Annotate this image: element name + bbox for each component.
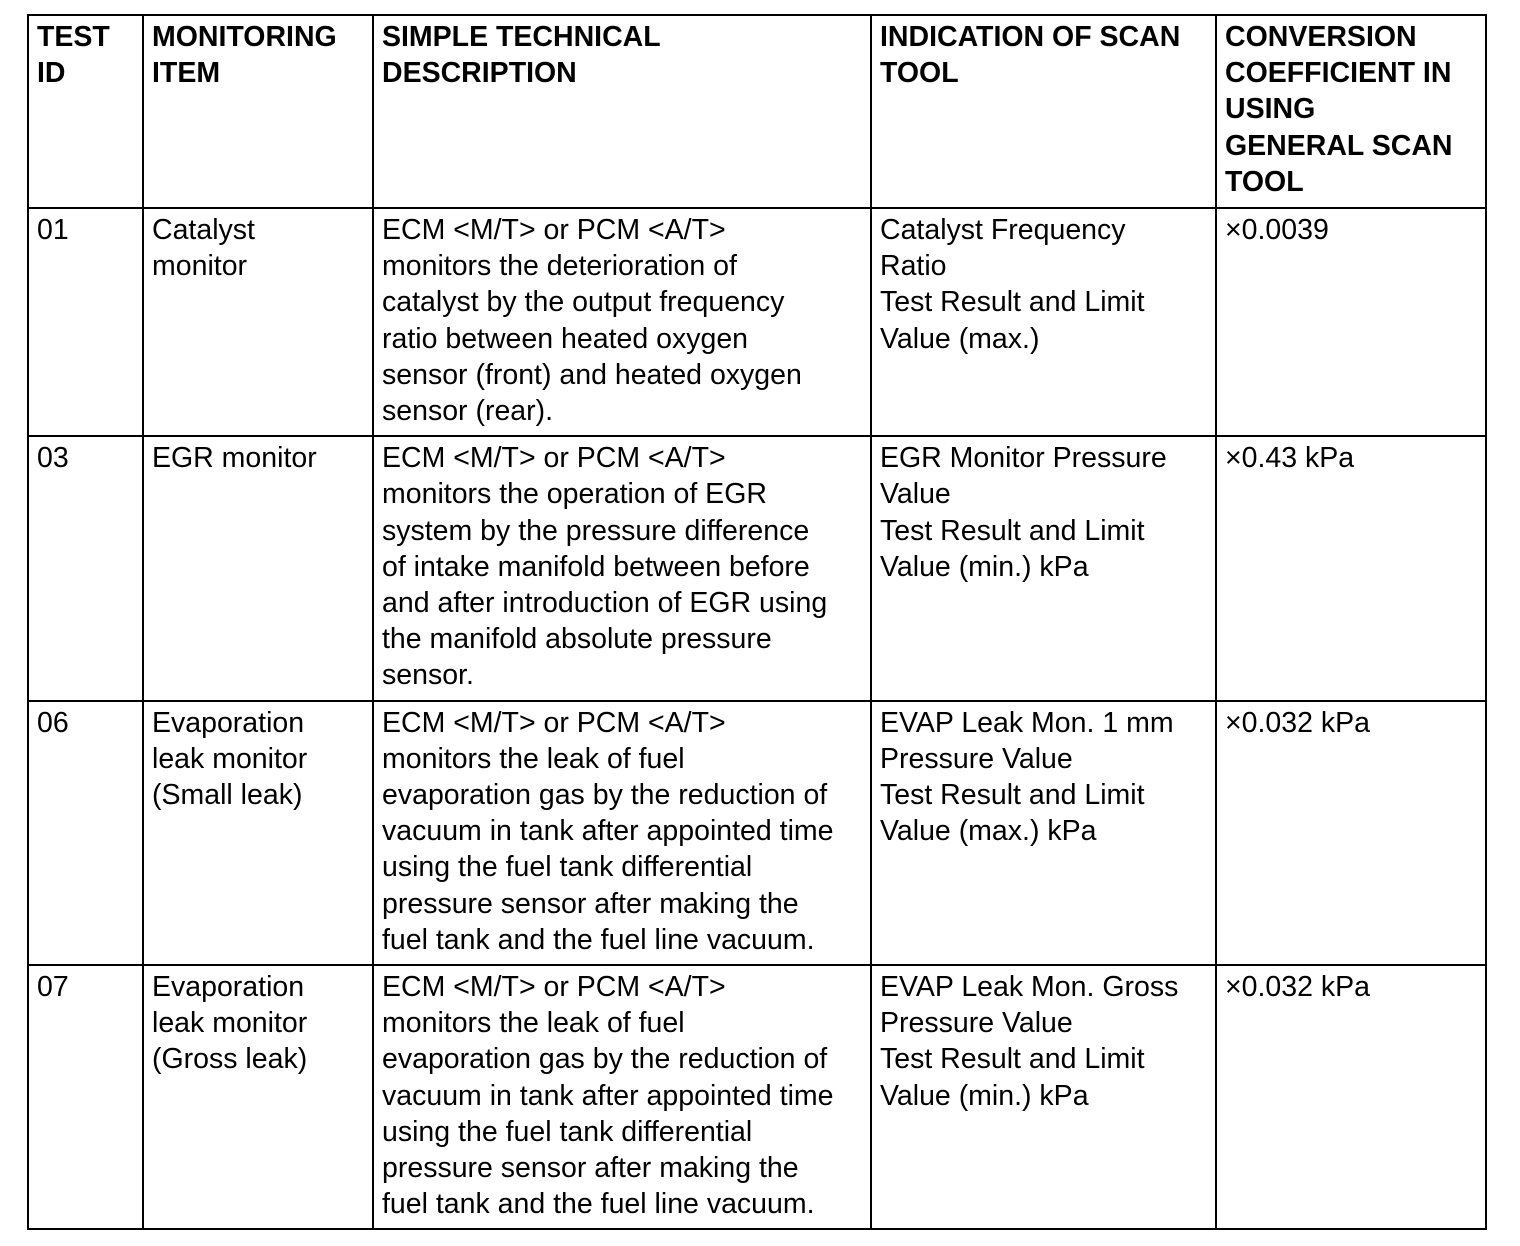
- table-row: [28, 701, 1486, 965]
- table-row: [28, 208, 1486, 436]
- table-row: [28, 965, 1486, 1229]
- cell-test-id: 07: [28, 965, 143, 1229]
- cell-test-id: 03: [28, 436, 143, 700]
- cell-description: ECM <M/T> or PCM <A/T> monitors the deterioration of catalyst by the output frequency ratio between heated oxygen sensor (front) and heated oxygen sensor (rear).: [373, 208, 871, 436]
- header-monitoring-item: MONITORING ITEM: [143, 15, 373, 208]
- cell-conversion-coefficient: ×0.0039: [1216, 208, 1486, 436]
- cell-monitoring-item: Catalyst monitor: [143, 208, 373, 436]
- cell-conversion-coefficient: ×0.032 kPa: [1216, 965, 1486, 1229]
- cell-conversion-coefficient: ×0.032 kPa: [1216, 701, 1486, 965]
- header-conversion-coefficient: CONVERSION COEFFICIENT IN USING GENERAL SCAN TOOL: [1216, 15, 1486, 208]
- cell-monitoring-item: EGR monitor: [143, 436, 373, 700]
- header-description: SIMPLE TECHNICAL DESCRIPTION: [373, 15, 871, 208]
- table-row: [28, 436, 1486, 700]
- cell-description: ECM <M/T> or PCM <A/T> monitors the leak of fuel evaporation gas by the reduction of vacuum in tank after appointed time using the fuel tank differential pressure sensor after making the fuel tank and the fuel line vacuum.: [373, 965, 871, 1229]
- cell-monitoring-item: Evaporation leak monitor (Gross leak): [143, 965, 373, 1229]
- cell-monitoring-item: Evaporation leak monitor (Small leak): [143, 701, 373, 965]
- header-test-id: TEST ID: [28, 15, 143, 208]
- header-scan-tool-indication: INDICATION OF SCAN TOOL: [871, 15, 1216, 208]
- cell-description: ECM <M/T> or PCM <A/T> monitors the leak of fuel evaporation gas by the reduction of vacuum in tank after appointed time using the fuel tank differential pressure sensor after making the fuel tank and the fuel line vacuum.: [373, 701, 871, 965]
- cell-scan-tool-indication: EVAP Leak Mon. 1 mm Pressure Value Test Result and Limit Value (max.) kPa: [871, 701, 1216, 965]
- cell-scan-tool-indication: EGR Monitor Pressure Value Test Result and Limit Value (min.) kPa: [871, 436, 1216, 700]
- cell-conversion-coefficient: ×0.43 kPa: [1216, 436, 1486, 700]
- cell-scan-tool-indication: EVAP Leak Mon. Gross Pressure Value Test Result and Limit Value (min.) kPa: [871, 965, 1216, 1229]
- cell-test-id: 01: [28, 208, 143, 436]
- monitor-test-table: [27, 14, 1487, 1230]
- cell-description: ECM <M/T> or PCM <A/T> monitors the operation of EGR system by the pressure difference of intake manifold between before and after introduction of EGR using the manifold absolute pressure sensor.: [373, 436, 871, 700]
- cell-test-id: 06: [28, 701, 143, 965]
- cell-scan-tool-indication: Catalyst Frequency Ratio Test Result and Limit Value (max.): [871, 208, 1216, 436]
- table-header-row: [28, 15, 1486, 208]
